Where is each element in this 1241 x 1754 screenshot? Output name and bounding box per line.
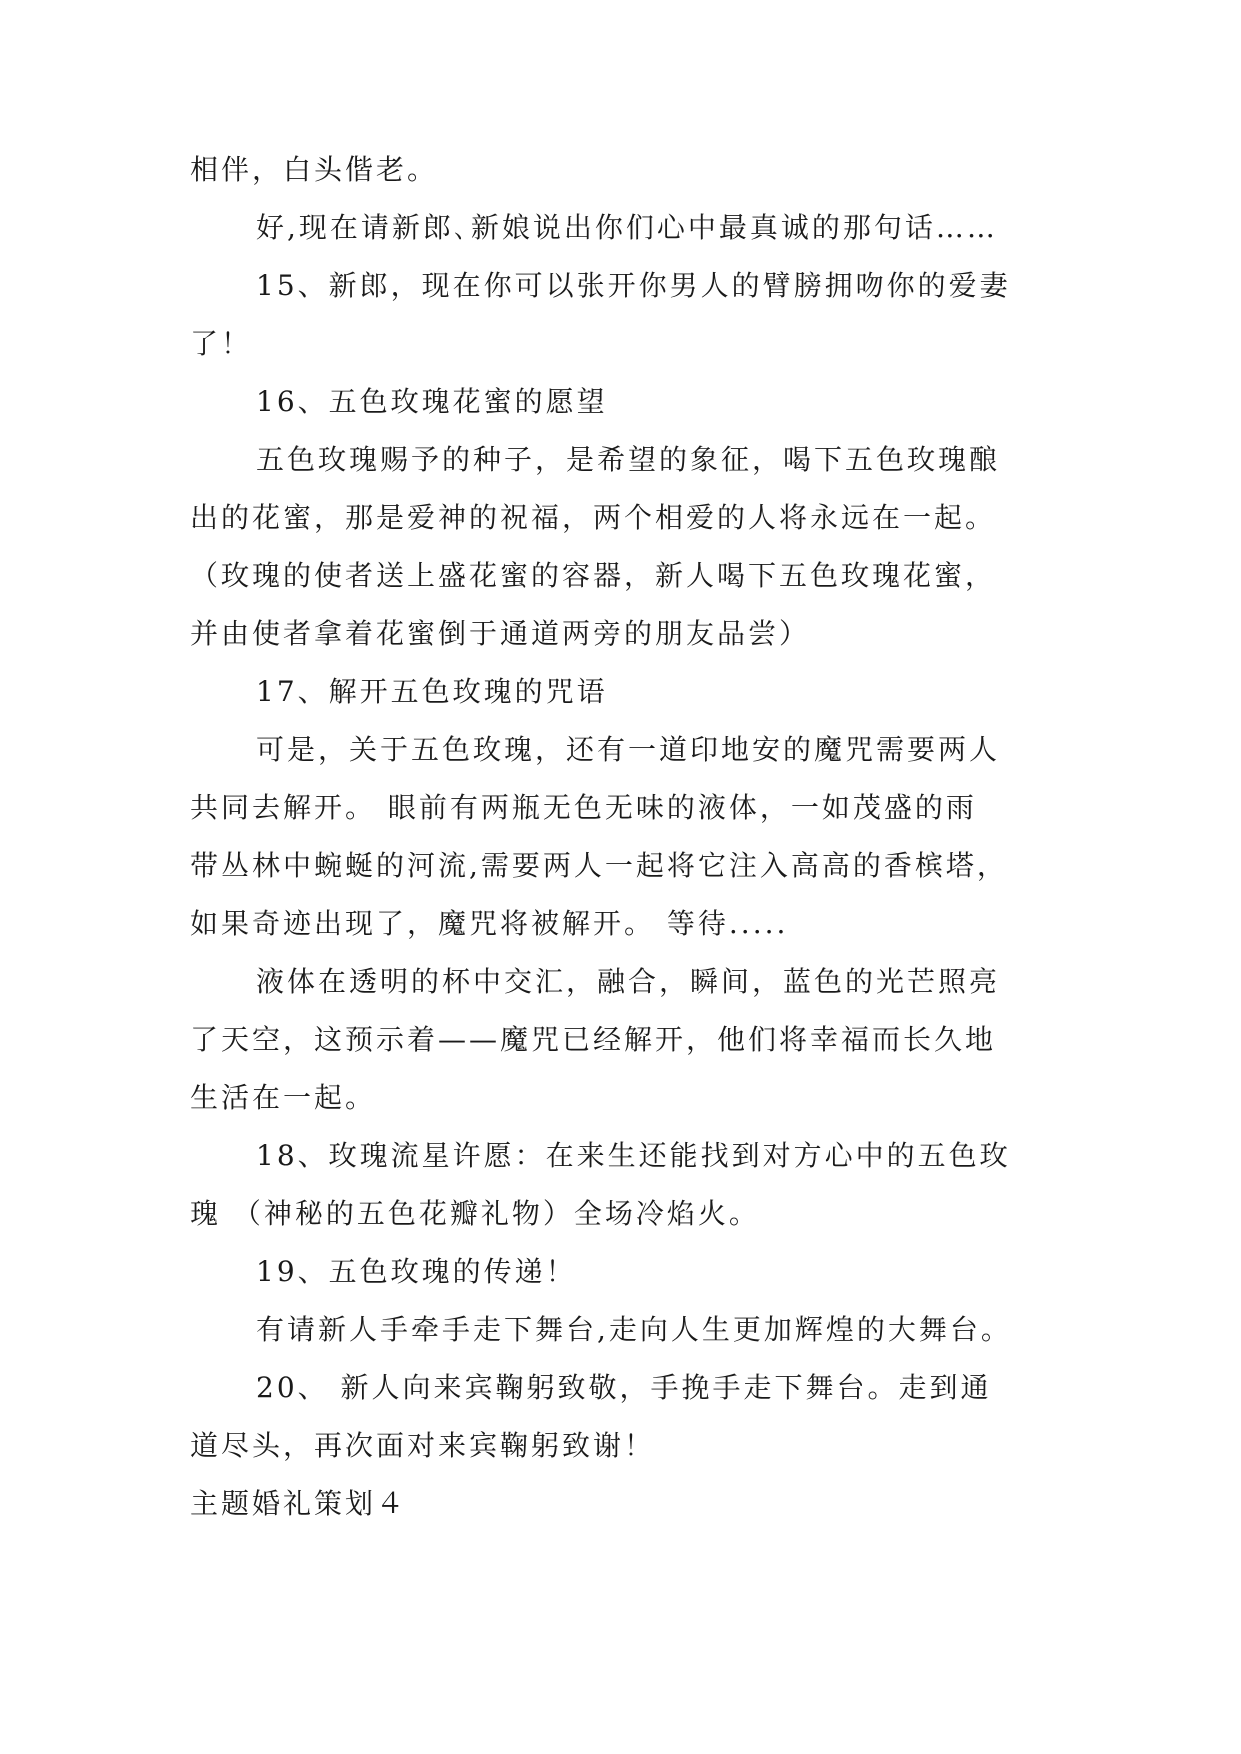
- section-heading: 17、解开五色玫瑰的咒语: [256, 675, 608, 708]
- text-line: 液体在透明的杯中交汇，融合，瞬间，蓝色的光芒照亮: [256, 965, 1001, 998]
- text-line: 如果奇迹出现了，魔咒将被解开。 等待.....: [190, 907, 789, 940]
- text-line: 可是，关于五色玫瑰，还有一道印地安的魔咒需要两人: [256, 733, 1001, 766]
- text-line: 有请新人手牵手走下舞台,走向人生更加辉煌的大舞台。: [256, 1313, 1012, 1346]
- text-line: 带丛林中蜿蜒的河流,需要两人一起将它注入高高的香槟塔，: [190, 849, 1008, 882]
- text-line: 了！: [190, 327, 253, 360]
- text-line: 20、 新人向来宾鞠躬致敬，手挽手走下舞台。走到通: [256, 1371, 992, 1404]
- text-line: 18、玫瑰流星许愿：在来生还能找到对方心中的五色玫: [256, 1139, 1011, 1172]
- text-line: 瑰 （神秘的五色花瓣礼物）全场冷焰火。: [190, 1197, 760, 1230]
- text-line: 五色玫瑰赐予的种子，是希望的象征，喝下五色玫瑰酿: [256, 443, 1001, 476]
- text-line: 并由使者拿着花蜜倒于通道两旁的朋友品尝）: [190, 617, 811, 650]
- section-heading: 16、五色玫瑰花蜜的愿望: [256, 385, 608, 418]
- text-line: （玫瑰的使者送上盛花蜜的容器，新人喝下五色玫瑰花蜜，: [190, 559, 997, 592]
- text-line: 生活在一起。: [190, 1081, 377, 1114]
- text-line: 共同去解开。 眼前有两瓶无色无味的液体，一如茂盛的雨: [190, 791, 977, 824]
- section-title: 主题婚礼策划４: [190, 1487, 408, 1520]
- text-line: 15、新郎，现在你可以张开你男人的臂膀拥吻你的爱妻: [256, 269, 1011, 302]
- text-line: 相伴，白头偕老。: [190, 153, 439, 186]
- section-heading: 19、五色玫瑰的传递！: [256, 1255, 577, 1288]
- text-line: 道尽头，再次面对来宾鞠躬致谢！: [190, 1429, 656, 1462]
- text-line: 了天空，这预示着——魔咒已经解开，他们将幸福而长久地: [190, 1023, 997, 1056]
- text-line: 出的花蜜，那是爱神的祝福，两个相爱的人将永远在一起。: [190, 501, 997, 534]
- text-line: 好,现在请新郎､新娘说出你们心中最真诚的那句话……: [256, 211, 998, 244]
